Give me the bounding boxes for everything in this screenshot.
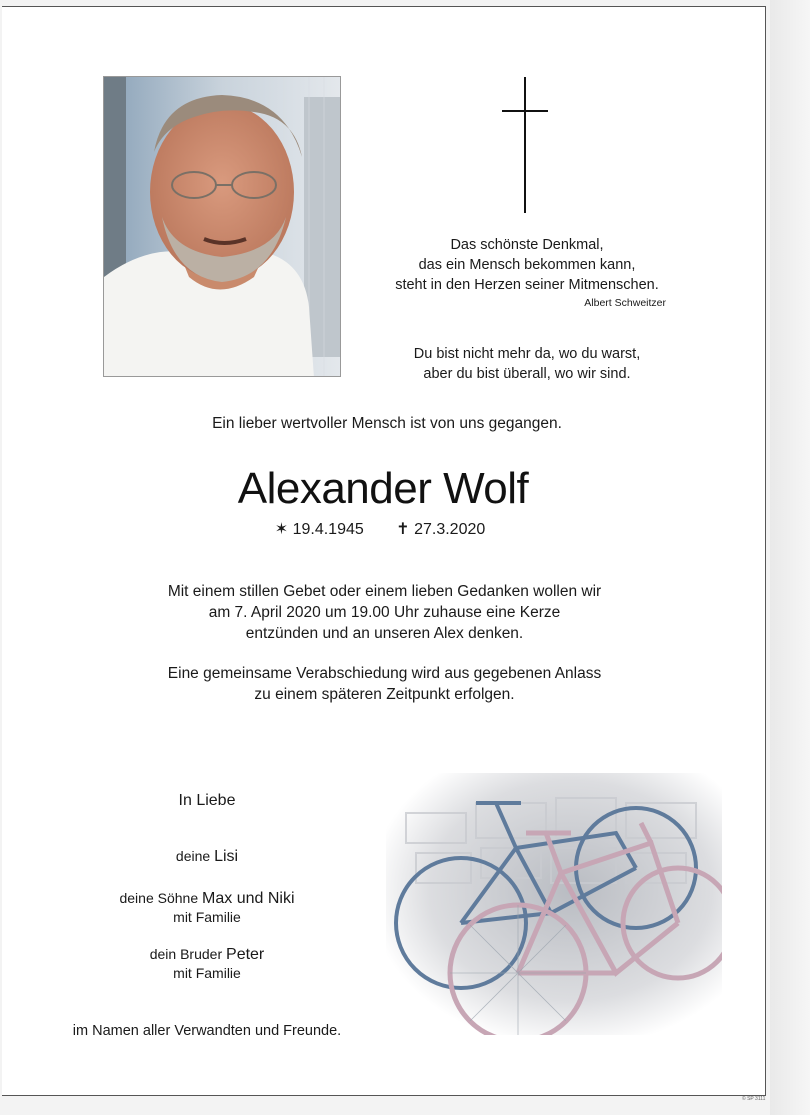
memorial-quote [362, 235, 692, 295]
mourner-sons: deine Söhne Max und Niki mit Familie [119, 890, 295, 925]
ceremony-paragraph: Mit einem stillen Gebet oder einem lieben Gedanken wollen wir am 7. April 2020 um 19.00 Uhr zuhause eine Kerze entzünden und an unseren Alex denken. [167, 583, 602, 642]
portrait-photo [103, 76, 341, 377]
scan-edge [770, 0, 810, 1115]
print-code: © SP 3111 [742, 1096, 766, 1102]
quote-line: aber du bist überall, wo wir sind. [423, 366, 631, 382]
quote-line: steht in den Herzen seiner Mitmenschen. [395, 277, 659, 293]
farewell-paragraph: Eine gemeinsame Verabschiedung wird aus gegebenen Anlass zu einem späteren Zeitpunkt erfolgen. [167, 665, 602, 703]
quote-line: das ein Mensch bekommen kann, [418, 257, 636, 273]
mourner-lisi: deine Lisi [175, 848, 239, 865]
birth-date: ✶ 19.4.1945 [274, 521, 364, 538]
deceased-name: Alexander Wolf [237, 464, 529, 513]
quote-author: Albert Schweitzer [584, 297, 666, 309]
obituary-card [2, 6, 766, 1096]
latin-cross-icon [502, 77, 552, 213]
quote-line: Das schönste Denkmal, [450, 237, 604, 253]
closing-line: im Namen aller Verwandten und Freunde. [72, 1023, 342, 1039]
quote-line: Du bist nicht mehr da, wo du warst, [413, 346, 641, 362]
bicycles-photo [386, 773, 722, 1035]
star-icon: ✶ [274, 521, 289, 538]
mourner-brother: dein Bruder Peter mit Familie [149, 946, 265, 981]
second-quote [362, 344, 692, 384]
death-date: ✝ 27.3.2020 [396, 521, 486, 538]
intro-line: Ein lieber wertvoller Mensch ist von uns gegangen. [212, 415, 562, 432]
cross-small-icon: ✝ [396, 521, 410, 538]
in-liebe: In Liebe [178, 792, 236, 809]
life-dates [2, 519, 758, 539]
